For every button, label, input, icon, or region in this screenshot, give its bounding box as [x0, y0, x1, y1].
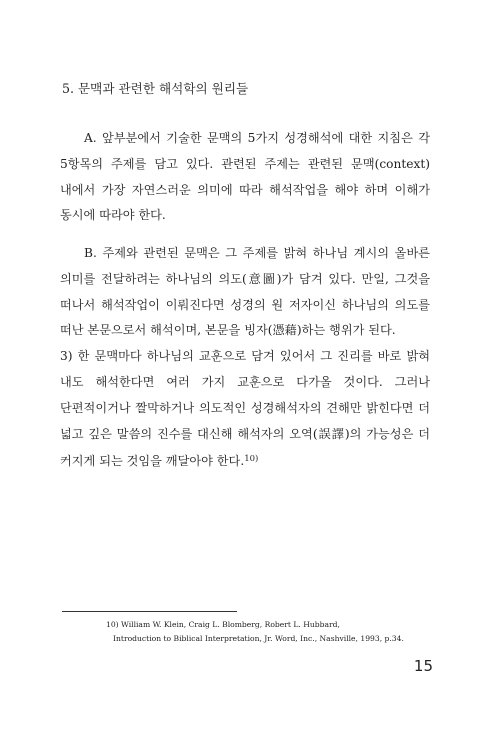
footnote — [106, 618, 436, 646]
page-number: 15 — [413, 657, 433, 675]
footnote-line-1: 10) William W. Klein, Craig L. Blomberg, Robert L. Hubbard, — [106, 620, 340, 629]
paragraph-b — [60, 241, 430, 475]
paragraph-b-continuation-text: 3) 한 문맥마다 하나님의 교훈으로 담겨 있어서 그 진리를 바로 밝혀 내도 해석한다면 여러 가지 교훈으로 다가올 것이다. 그러나 단편적이거나 짤막하거나 의도적인 성경해석자의 견해만 밝힌다면 더 넓고 깊은 말씀의 진수를 대신해 해석자의 오역(誤譯)의 가능성은 더 커지게 되는 것임을 깨달아야 한다. — [60, 349, 430, 469]
footnote-line-2: Introduction to Biblical Interpretation, Jr. Word, Inc., Nashville, 1993, p.34. — [113, 634, 404, 643]
paragraph-a — [60, 126, 430, 229]
paragraph-b-continuation — [60, 344, 430, 475]
section-heading: 5. 문맥과 관련한 해석학의 원리들 — [62, 81, 249, 96]
footnote-divider — [62, 611, 237, 612]
paragraph-a-text: A. 앞부분에서 기술한 문맥의 5가지 성경해석에 대한 지침은 각 5항목의 주제를 담고 있다. 관련된 주제는 관련된 문맥(context) 내에서 가장 자연스러운 의미에 따라 해석작업을 해야 하며 이해가 동시에 따라야 한다. — [60, 131, 430, 223]
paragraph-b-text: B. 주제와 관련된 문맥은 그 주제를 밝혀 하나님 계시의 올바른 의미를 전달하려는 하나님의 의도(意圖)가 담겨 있다. 만일, 그것을 떠나서 해석작업이 이뤄진다면 성경의 원 저자이신 하나님의 의도를 떠난 본문으로서 해석이며, 본문을 빙자(憑藉)하는 행위가 된다. — [60, 246, 430, 338]
footnote-reference: 10) — [244, 454, 259, 465]
